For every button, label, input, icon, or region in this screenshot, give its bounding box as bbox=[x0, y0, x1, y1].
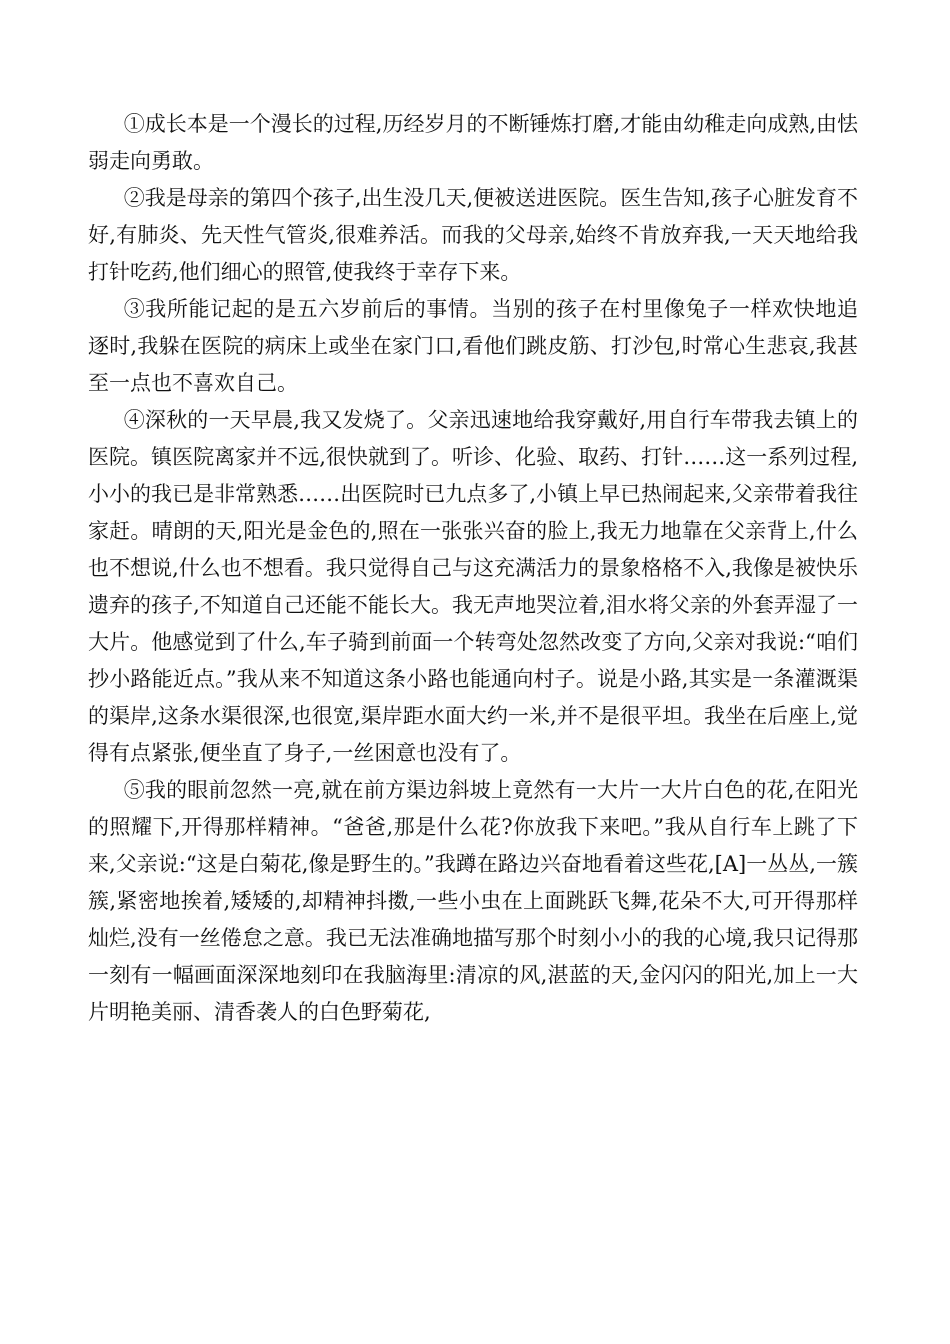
paragraph-4: ④深秋的一天早晨,我又发烧了。父亲迅速地给我穿戴好,用自行车带我去镇上的医院。镇医院离家并不远,很快就到了。听诊、化验、取药、打针……这一系列过程,小小的我已是非常熟悉……出医院时已九点多了,小镇上早已热闹起来,父亲带着我往家赶。晴朗的天,阳光是金色的,照在一张张兴奋的脸上,我无力地靠在父亲背上,什么也不想说,什么也不想看。我只觉得自己与这充满活力的景象格格不入,我像是被快乐遗弃的孩子,不知道自己还能不能长大。我无声地哭泣着,泪水将父亲的外套弄湿了一大片。他感觉到了什么,车子骑到前面一个转弯处忽然改变了方向,父亲对我说:“咱们抄小路能近点。”我从来不知道这条小路也能通向村子。说是小路,其实是一条灌溉渠的渠岸,这条水渠很深,也很宽,渠岸距水面大约一米,并不是很平坦。我坐在后座上,觉得有点紧张,便坐直了身子,一丝困意也没有了。 bbox=[88, 408, 858, 765]
document-body bbox=[88, 106, 858, 1031]
paragraph-3: ③我所能记起的是五六岁前后的事情。当别的孩子在村里像兔子一样欢快地追逐时,我躲在医院的病床上或坐在家门口,看他们跳皮筋、打沙包,时常心生悲哀,我甚至一点也不喜欢自己。 bbox=[88, 297, 858, 395]
paragraph-1: ①成长本是一个漫长的过程,历经岁月的不断锤炼打磨,才能由幼稚走向成熟,由怯弱走向勇敢。 bbox=[88, 112, 858, 173]
paragraph-5: ⑤我的眼前忽然一亮,就在前方渠边斜坡上竟然有一大片一大片白色的花,在阳光的照耀下,开得那样精神。“爸爸,那是什么花?你放我下来吧。”我从自行车上跳了下来,父亲说:“这是白菊花,像是野生的。”我蹲在路边兴奋地看着这些花,[A]一丛丛,一簇簇,紧密地挨着,矮矮的,却精神抖擞,一些小虫在上面跳跃飞舞,花朵不大,可开得那样灿烂,没有一丝倦怠之意。我已无法准确地描写那个时刻小小的我的心境,我只记得那一刻有一幅画面深深地刻印在我脑海里:清凉的风,湛蓝的天,金闪闪的阳光,加上一大片明艳美丽、清香袭人的白色野菊花, bbox=[88, 778, 858, 1024]
paragraph-2: ②我是母亲的第四个孩子,出生没几天,便被送进医院。医生告知,孩子心脏发育不好,有肺炎、先天性气管炎,很难养活。而我的父母亲,始终不肯放弃我,一天天地给我打针吃药,他们细心的照管,使我终于幸存下来。 bbox=[88, 186, 858, 284]
